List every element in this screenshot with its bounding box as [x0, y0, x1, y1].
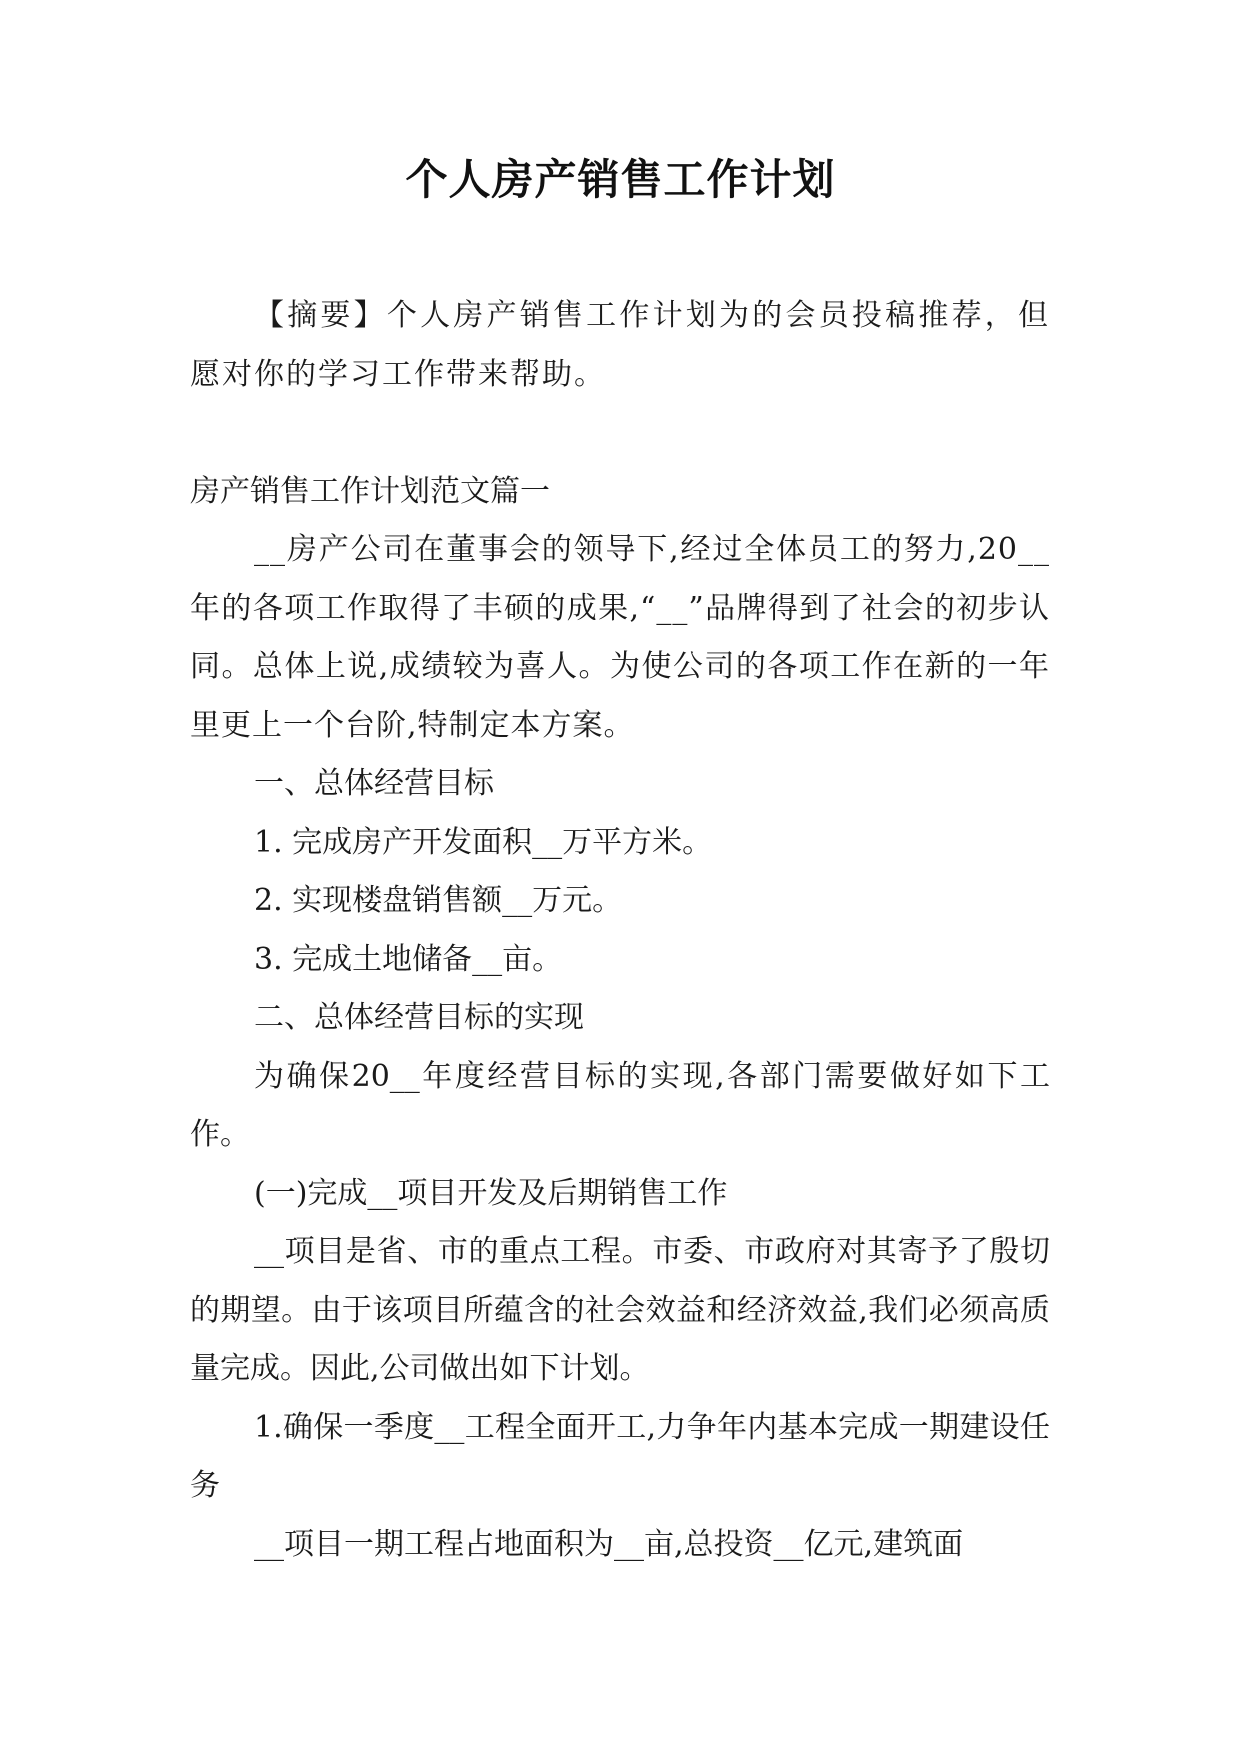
- document-body: [190, 287, 1050, 1574]
- phase-one-paragraph: __项目一期工程占地面积为__亩,总投资__亿元,建筑面: [254, 1526, 964, 1562]
- paragraph-spacer: [190, 404, 1050, 463]
- goal-item-1: 1. 完成房产开发面积__万平方米。: [254, 824, 713, 860]
- document-title: 个人房产销售工作计划: [405, 155, 836, 204]
- realization-paragraph: 为确保20__年度经营目标的实现,各部门需要做好如下工作。: [190, 1058, 1050, 1152]
- goal-item-2: 2. 实现楼盘销售额__万元。: [254, 883, 623, 918]
- intro-paragraph: __房产公司在董事会的领导下,经过全体员工的努力,20__年的各项工作取得了丰硕的成果,“__”品牌得到了社会的初步认同。总体上说,成绩较为喜人。为使公司的各项工作在新的一年里更上一个台阶,特制定本方案。: [190, 532, 1050, 743]
- task-item-1: 1.确保一季度__工程全面开工,力争年内基本完成一期建设任务: [190, 1409, 1050, 1503]
- section-heading: 房产销售工作计划范文篇一: [190, 473, 550, 509]
- heading-overall-goals: 一、总体经营目标: [254, 766, 494, 801]
- goal-item-3: 3. 完成土地储备__亩。: [254, 941, 563, 977]
- project-paragraph: __项目是省、市的重点工程。市委、市政府对其寄予了殷切的期望。由于该项目所蕴含的社会效益和经济效益,我们必须高质量完成。因此,公司做出如下计划。: [190, 1234, 1050, 1386]
- heading-goal-realization: 二、总体经营目标的实现: [254, 1000, 584, 1035]
- abstract-paragraph: 【摘要】个人房产销售工作计划为的会员投稿推荐，但愿对你的学习工作带来帮助。: [190, 298, 1050, 392]
- subheading-project-development: (一)完成__项目开发及后期销售工作: [254, 1175, 728, 1211]
